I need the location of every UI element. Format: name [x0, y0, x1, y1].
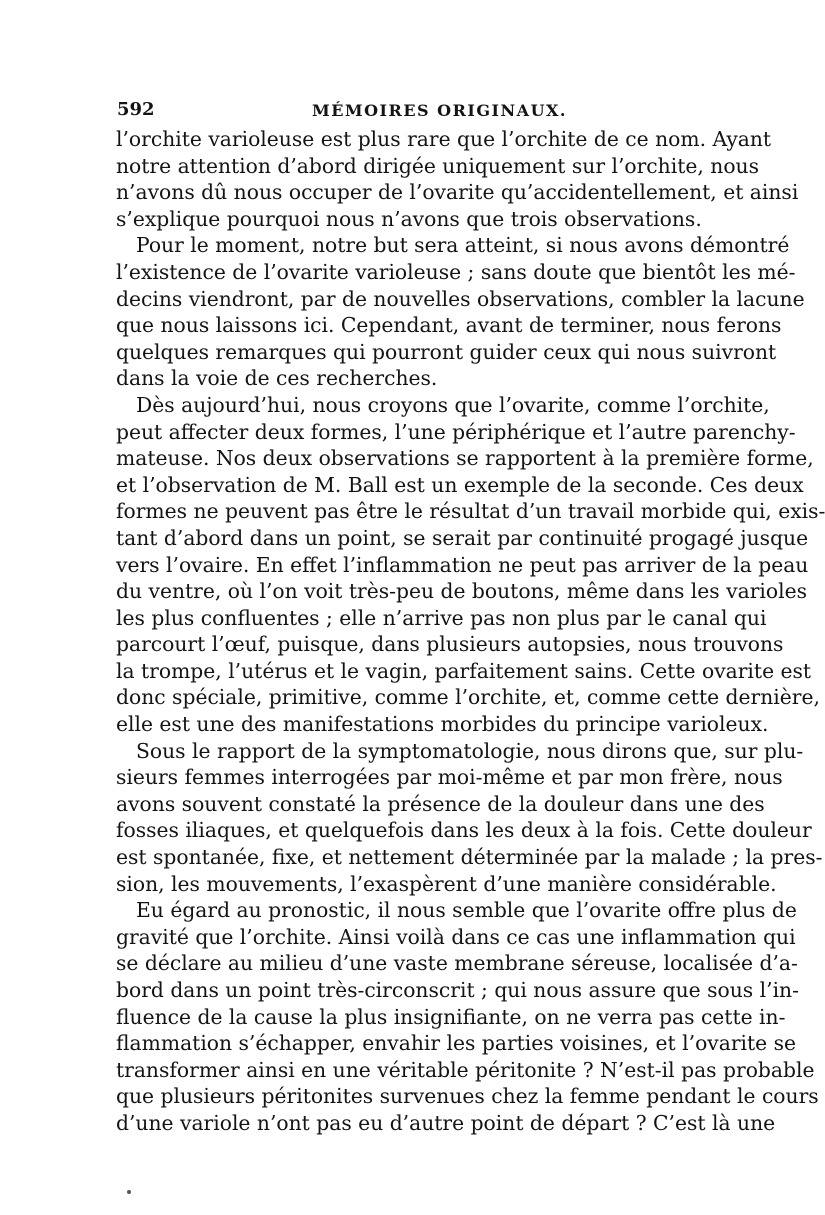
- text-line: sion, les mouvements, l’exaspèrent d’une manière considérable.: [116, 871, 777, 896]
- text-line: l’orchite varioleuse est plus rare que l’orchite de ce nom. Ayant: [116, 127, 772, 151]
- text-line: vers l’ovaire. En effet l’inflammation ne peut pas arriver de la peau: [116, 552, 809, 577]
- text-line: l’existence de l’ovarite varioleuse ; sans doute que bientôt les mé-: [116, 259, 796, 284]
- text-line: elle est une des manifestations morbides du principe varioleux.: [116, 712, 769, 737]
- print-speck: [127, 1190, 131, 1194]
- text-line: gravité que l’orchite. Ainsi voilà dans ce cas une inflammation qui: [116, 924, 796, 949]
- text-line: dans la voie de ces recherches.: [116, 366, 438, 391]
- page-header: [0, 0, 800, 120]
- paragraph: [116, 232, 805, 392]
- text-line: fosses iliaques, et quelquefois dans les deux à la fois. Cette douleur: [116, 818, 812, 843]
- text-line: mateuse. Nos deux observations se rapportent à la première forme,: [116, 446, 814, 471]
- text-line: se déclare au milieu d’une vaste membrane séreuse, localisée d’a-: [116, 951, 798, 976]
- paragraph: [116, 738, 823, 898]
- text-line: Eu égard au pronostic, il nous semble que l’ovarite offre plus de: [136, 898, 797, 923]
- text-line: d’une variole n’ont pas eu d’autre point de départ ? C’est là une: [116, 1110, 776, 1135]
- running-head: MÉMOIRES ORIGINAUX.: [312, 101, 567, 120]
- page-number: 592: [117, 99, 155, 120]
- text-line: bord dans un point très-circonscrit ; qui nous assure que sous l’in-: [116, 978, 799, 1002]
- text-line: du ventre, où l’on voit très-peu de boutons, même dans les varioles: [116, 579, 807, 604]
- text-line: decins viendront, par de nouvelles observations, combler la lacune: [116, 286, 805, 311]
- text-line: s’explique pourquoi nous n’avons que trois observations.: [116, 206, 702, 231]
- text-line: que nous laissons ici. Cependant, avant de terminer, nous ferons: [116, 313, 782, 338]
- text-line: fluence de la cause la plus insignifiante, on ne verra pas cette in-: [116, 1004, 786, 1029]
- text-line: notre attention d’abord dirigée uniquement sur l’orchite, nous: [116, 153, 759, 178]
- text-line: est spontanée, fixe, et nettement déterminée par la malade ; la pres-: [116, 845, 823, 870]
- paragraph: [116, 392, 825, 738]
- text-line: donc spéciale, primitive, comme l’orchite, et, comme cette dernière,: [116, 685, 820, 710]
- text-line: n’avons dû nous occuper de l’ovarite qu’accidentellement, et ainsi: [116, 180, 799, 205]
- text-line: la trompe, l’utérus et le vagin, parfaitement sains. Cette ovarite est: [116, 658, 812, 683]
- text-line: parcourt l’œuf, puisque, dans plusieurs autopsies, nous trouvons: [116, 632, 784, 657]
- text-line: avons souvent constaté la présence de la douleur dans une des: [116, 791, 765, 816]
- text-line: et l’observation de M. Ball est un exemple de la seconde. Ces deux: [116, 472, 804, 497]
- paragraph: [116, 126, 799, 232]
- text-line: Pour le moment, notre but sera atteint, si nous avons démontré: [136, 233, 790, 258]
- text-line: tant d’abord dans un point, se serait par continuité progagé jusque: [116, 525, 809, 550]
- body-text: [116, 126, 825, 1137]
- text-line: peut affecter deux formes, l’une périphérique et l’autre parenchy-: [116, 419, 796, 444]
- text-line: les plus confluentes ; elle n’arrive pas non plus par le canal qui: [116, 605, 767, 630]
- text-line: quelques remarques qui pourront guider ceux qui nous suivront: [116, 339, 777, 364]
- text-line: sieurs femmes interrogées par moi-même et par mon frère, nous: [116, 765, 783, 790]
- text-line: que plusieurs péritonites survenues chez la femme pendant le cours: [116, 1084, 819, 1109]
- text-line: Sous le rapport de la symptomatologie, nous dirons que, sur plu-: [136, 738, 804, 763]
- text-line: Dès aujourd’hui, nous croyons que l’ovarite, comme l’orchite,: [136, 392, 770, 417]
- text-line: flammation s’échapper, envahir les parties voisines, et l’ovarite se: [116, 1031, 797, 1056]
- paragraph: [116, 897, 819, 1136]
- text-line: formes ne peuvent pas être le résultat d’un travail morbide qui, exis-: [116, 499, 825, 524]
- text-line: transformer ainsi en une véritable péritonite ? N’est-il pas probable: [116, 1057, 815, 1082]
